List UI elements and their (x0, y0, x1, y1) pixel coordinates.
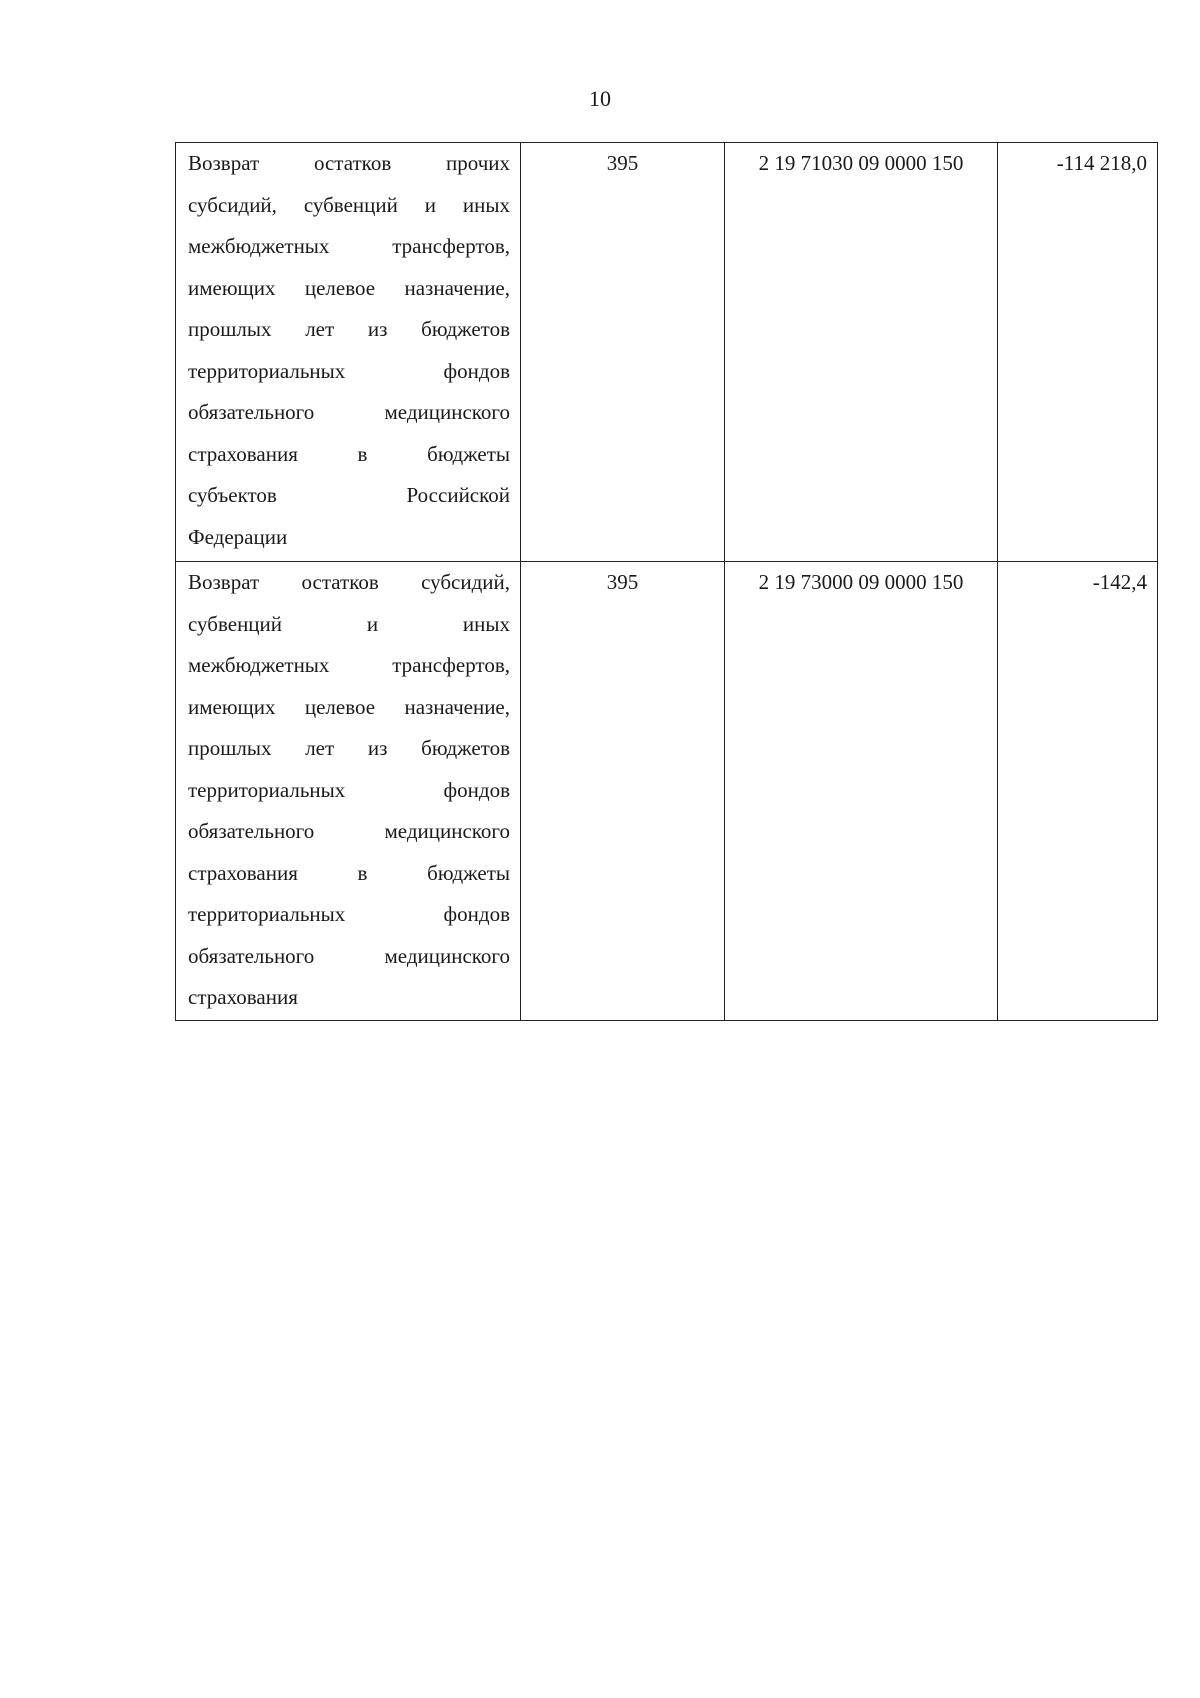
description-line: страхования в бюджеты (188, 860, 510, 885)
description-line: территориальных фондов (188, 358, 510, 383)
budget-table (175, 142, 1158, 1021)
description-line: территориальных фондов (188, 777, 510, 802)
admin-code-cell: 395 (521, 562, 725, 1021)
amount-cell: -142,4 (998, 562, 1158, 1021)
description-line: обязательного медицинского (188, 943, 510, 968)
table-row (176, 562, 1158, 1021)
description-line: субвенций и иных (188, 611, 510, 636)
description-line: страхования в бюджеты (188, 441, 510, 466)
description-line: Возврат остатков субсидий, (188, 570, 510, 594)
description-line: обязательного медицинского (188, 400, 510, 424)
description-cell (176, 562, 521, 1021)
budget-classification-code-cell: 2 19 73000 09 0000 150 (725, 562, 998, 1021)
description-line: субсидий, субвенций и иных (188, 192, 510, 217)
description-line: территориальных фондов (188, 902, 510, 926)
budget-classification-code-cell: 2 19 71030 09 0000 150 (725, 143, 998, 562)
description-line: межбюджетных трансфертов, (188, 234, 510, 258)
description-cell (176, 143, 521, 562)
description-line: обязательного медицинского (188, 819, 510, 843)
table-row (176, 143, 1158, 562)
page-number: 10 (589, 86, 611, 111)
description-line: имеющих целевое назначение, (188, 275, 510, 300)
admin-code-cell: 395 (521, 143, 725, 562)
description-line: прошлых лет из бюджетов (188, 736, 510, 760)
description-line: Федерации (188, 524, 288, 549)
description-line: прошлых лет из бюджетов (188, 317, 510, 341)
amount-cell: -114 218,0 (998, 143, 1158, 562)
description-line: имеющих целевое назначение, (188, 694, 510, 719)
description-line: межбюджетных трансфертов, (188, 653, 510, 677)
description-line: субъектов Российской (188, 483, 510, 507)
description-line: Возврат остатков прочих (188, 151, 510, 175)
description-line: страхования (188, 985, 298, 1009)
